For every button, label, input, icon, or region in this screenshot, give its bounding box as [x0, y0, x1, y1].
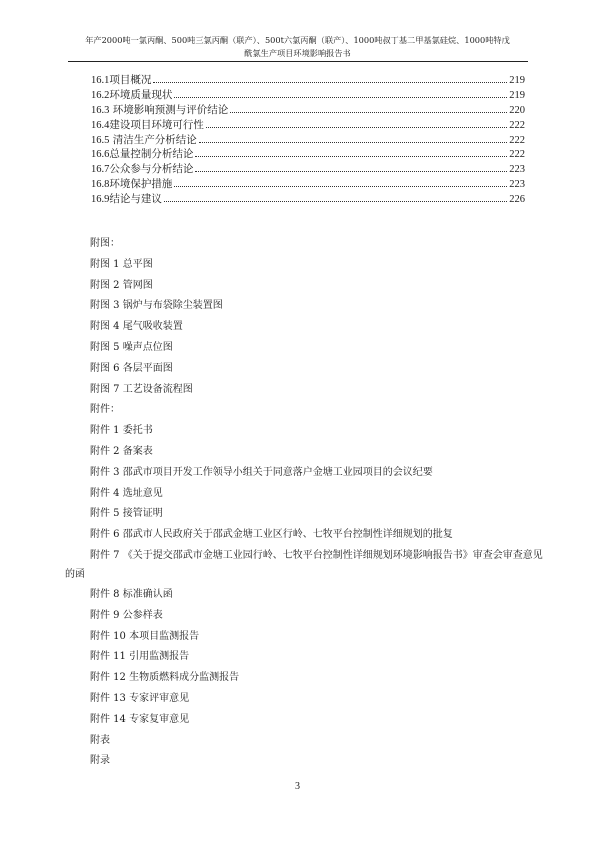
toc-entry[interactable]	[91, 72, 525, 87]
toc-leader-dots	[195, 170, 507, 172]
appendix-item: 附件 1 委托书	[90, 425, 153, 437]
page-number: 3	[295, 781, 300, 792]
appendix-item: 附图 4 尾气吸收装置	[90, 321, 183, 333]
toc-entry-title: 清洁生产分析结论	[109, 133, 197, 146]
toc-entry-number: 16.2	[91, 89, 110, 101]
header-rule	[68, 61, 528, 62]
appendix-list	[65, 234, 550, 772]
toc-entry-page: 219	[509, 89, 525, 101]
toc-entry-title: 环境质量现状	[109, 88, 173, 101]
toc-entry-number: 16.8	[91, 179, 110, 191]
toc-entry-title: 环境保护措施	[109, 178, 173, 191]
toc-entry-number: 16.3	[91, 104, 110, 116]
toc-entry-number: 16.6	[91, 149, 110, 161]
appendix-item: 附件 2 备案表	[90, 445, 153, 457]
appendix-item: 附表	[90, 734, 110, 746]
toc-entry-number: 16.1	[91, 75, 110, 86]
appendix-item: 附录	[90, 755, 110, 767]
toc-entry-title: 项目概况	[109, 74, 152, 86]
toc-entry[interactable]	[91, 132, 525, 147]
appendix-item: 附图 2 管网图	[90, 279, 153, 291]
toc-entry-title: 建设项目环境可行性	[109, 118, 204, 131]
toc-entry-page: 219	[509, 75, 525, 86]
toc-entry[interactable]	[91, 87, 525, 102]
toc-entry[interactable]	[91, 161, 525, 176]
toc-entry-page: 223	[509, 164, 525, 176]
toc-leader-dots	[174, 96, 507, 98]
toc-leader-dots	[174, 185, 507, 187]
toc-leader-dots	[206, 126, 507, 128]
toc-entry-title: 公众参与分析结论	[109, 163, 194, 176]
toc-entry-page: 222	[509, 119, 525, 131]
toc-entry-number: 16.9	[91, 194, 110, 206]
appendix-item: 附件 9 公参样表	[90, 609, 163, 621]
appendix-item: 附图 7 工艺设备流程图	[90, 383, 193, 395]
toc-entry-number: 16.4	[91, 119, 110, 131]
toc-entry-title: 环境影响预测与评价结论	[109, 103, 229, 116]
toc-entry-page: 223	[509, 179, 525, 191]
appendix-item: 附件 7 《关于提交邵武市金塘工业园行岭、七牧平台控制性详细规划环境影响报告书》审查会审查意见的函	[65, 549, 543, 581]
appendix-item: 附图：	[90, 238, 120, 249]
table-of-contents	[91, 72, 525, 206]
toc-leader-dots	[164, 200, 507, 202]
appendix-item: 附件 14 专家复审意见	[90, 713, 190, 725]
page-header	[60, 34, 535, 59]
toc-entry[interactable]	[91, 191, 525, 206]
appendix-item: 附件 5 接管证明	[90, 508, 163, 520]
toc-entry-title: 结论与建议	[109, 193, 162, 206]
toc-entry-title: 总量控制分析结论	[109, 148, 194, 161]
toc-entry[interactable]	[91, 117, 525, 132]
toc-leader-dots	[195, 155, 507, 157]
appendix-item: 附图 1 总平图	[90, 258, 153, 270]
appendix-item: 附件 3 邵武市项目开发工作领导小组关于同意落户金塘工业园项目的会议纪要	[90, 466, 433, 478]
appendix-item: 附件 10 本项目监测报告	[90, 630, 200, 642]
appendix-item: 附件 13 专家评审意见	[90, 692, 190, 704]
appendix-item: 附件：	[90, 404, 120, 416]
appendix-item: 附件 4 选址意见	[90, 487, 163, 499]
toc-leader-dots	[199, 141, 508, 143]
header-line-1: 年产2000吨一氯丙酮、500吨三氯丙酮（联产）、500t六氯丙酮（联产）、1000吨叔丁基二甲基氯硅烷、1000吨特戊	[85, 35, 510, 45]
appendix-item: 附件 11 引用监测报告	[90, 651, 190, 663]
toc-entry[interactable]	[91, 102, 525, 117]
appendix-item: 附图 5 噪声点位图	[90, 341, 173, 353]
toc-entry-number: 16.5	[91, 134, 110, 146]
toc-leader-dots	[153, 81, 507, 83]
toc-entry-page: 222	[509, 149, 525, 161]
toc-entry-number: 16.7	[91, 164, 110, 176]
toc-entry[interactable]	[91, 176, 525, 191]
toc-entry-page: 220	[509, 104, 525, 116]
toc-entry-page: 226	[509, 194, 525, 206]
appendix-item: 附图 6 各层平面图	[90, 362, 173, 374]
toc-leader-dots	[230, 111, 507, 113]
appendix-item: 附件 8 标准确认函	[90, 588, 173, 600]
appendix-item: 附图 3 锅炉与布袋除尘装置图	[90, 300, 223, 312]
toc-entry-page: 222	[509, 134, 525, 146]
header-line-2: 酰氯生产项目环境影响报告书	[244, 47, 351, 58]
appendix-item: 附件 6 邵武市人民政府关于邵武金塘工业区行岭、七牧平台控制性详细规划的批复	[90, 529, 453, 541]
toc-entry[interactable]	[91, 146, 525, 161]
appendix-item: 附件 12 生物质燃料成分监测报告	[90, 672, 240, 684]
